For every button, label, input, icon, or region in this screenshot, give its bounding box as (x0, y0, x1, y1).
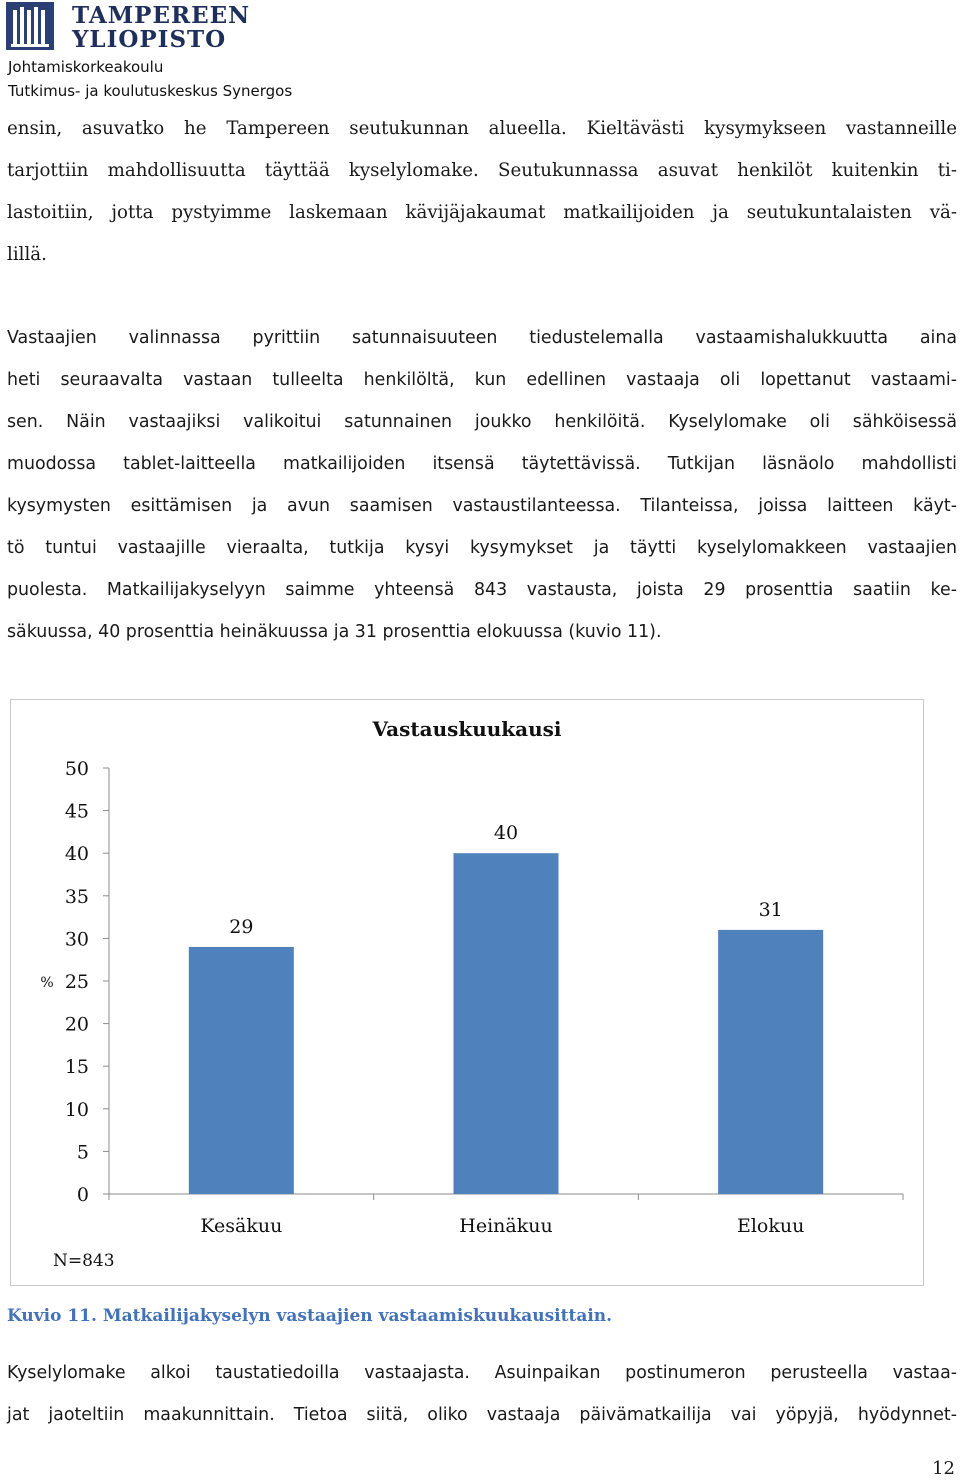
bar-3 (718, 930, 823, 1194)
university-name (72, 4, 250, 52)
y-tick-label: 15 (64, 1056, 89, 1079)
text-line: Kyselylomake alkoi taustatiedoilla vastaajasta. Asuinpaikan postinumeron perusteella vastaa- (7, 1363, 957, 1383)
text-line: säkuussa, 40 prosenttia heinäkuussa ja 31 prosenttia elokuussa (kuvio 11). (7, 622, 662, 642)
category-label: Elokuu (736, 1215, 805, 1237)
text-line: kysymysten esittämisen ja avun saamisen vastaustilanteessa. Tilanteissa, joissa laitteen käyt- (7, 496, 957, 516)
university-name-line1: TAMPEREEN (72, 2, 251, 29)
department-name: Johtamiskorkeakoulu (8, 58, 164, 76)
unit-name: Tutkimus- ja koulutuskeskus Synergos (8, 82, 293, 100)
chart-container (10, 699, 924, 1286)
university-name-line2: YLIOPISTO (72, 26, 227, 53)
text-line: lastoitiin, jotta pystyimme laskemaan kävijäjakaumat matkailijoiden ja seutukuntalaisten vä- (7, 202, 957, 223)
bar-1 (189, 947, 294, 1194)
document-header (6, 2, 426, 112)
y-tick-label: 25 (64, 971, 89, 993)
bar-chart (11, 700, 923, 1285)
paragraph-method (7, 317, 957, 653)
text-line: heti seuraavalta vastaan tulleelta henkilöltä, kun edellinen vastaaja oli lopettanut vastaami- (7, 370, 957, 390)
paragraph-intro (7, 108, 957, 276)
text-line: tö tuntui vastaajille vieraalta, tutkija kysyi kysymykset ja täytti kyselylomakkeen vastaajien (7, 538, 957, 558)
text-line: tarjottiin mahdollisuutta täyttää kyselylomake. Seutukunnassa asuvat henkilöt kuitenkin ti- (7, 160, 957, 181)
text-line: lillä. (7, 244, 47, 265)
paragraph-background (7, 1352, 957, 1436)
y-tick-label: 0 (76, 1184, 89, 1206)
category-label: Kesäkuu (200, 1215, 283, 1237)
figure-caption: Kuvio 11. Matkailijakyselyn vastaajien vastaamiskuukausittain. (7, 1306, 613, 1326)
text-line: muodossa tablet-laitteella matkailijoiden itsensä täytettävissä. Tutkijan läsnäolo mahdollisti (7, 454, 957, 474)
text-line: sen. Näin vastaajiksi valikoitui satunnainen joukko henkilöitä. Kyselylomake oli sähköisessä (7, 412, 957, 432)
chart-note: N=843 (53, 1251, 115, 1271)
text-line: puolesta. Matkailijakyselyyn saimme yhteensä 843 vastausta, joista 29 prosenttia saatiin ke- (7, 580, 957, 600)
y-axis-label: % (40, 975, 54, 991)
text-line: jat jaoteltiin maakunnittain. Tietoa siitä, oliko vastaaja päivämatkailija vai yöpyjä, hyödynnet- (7, 1405, 957, 1425)
data-label: 40 (493, 822, 519, 845)
text-line: Vastaajien valinnassa pyrittiin satunnaisuuteen tiedustelemalla vastaamishalukkuutta aina (7, 328, 957, 348)
y-tick-label: 45 (64, 800, 89, 823)
y-tick-label: 40 (64, 843, 89, 866)
bar-2 (454, 853, 559, 1194)
y-tick-label: 35 (64, 885, 89, 908)
y-tick-label: 5 (76, 1141, 89, 1164)
y-tick-label: 10 (64, 1098, 89, 1121)
y-tick-label: 20 (64, 1013, 89, 1036)
y-tick-label: 50 (64, 758, 89, 780)
university-logo-icon (6, 2, 54, 50)
text-line: ensin, asuvatko he Tampereen seutukunnan alueella. Kieltävästi kysymykseen vastanneille (7, 118, 957, 139)
page-number: 12 (932, 1458, 955, 1479)
category-label: Heinäkuu (459, 1215, 553, 1237)
data-label: 29 (229, 915, 254, 938)
chart-title: Vastauskuukausi (372, 717, 562, 741)
data-label: 31 (758, 898, 783, 921)
y-tick-label: 30 (64, 928, 89, 951)
